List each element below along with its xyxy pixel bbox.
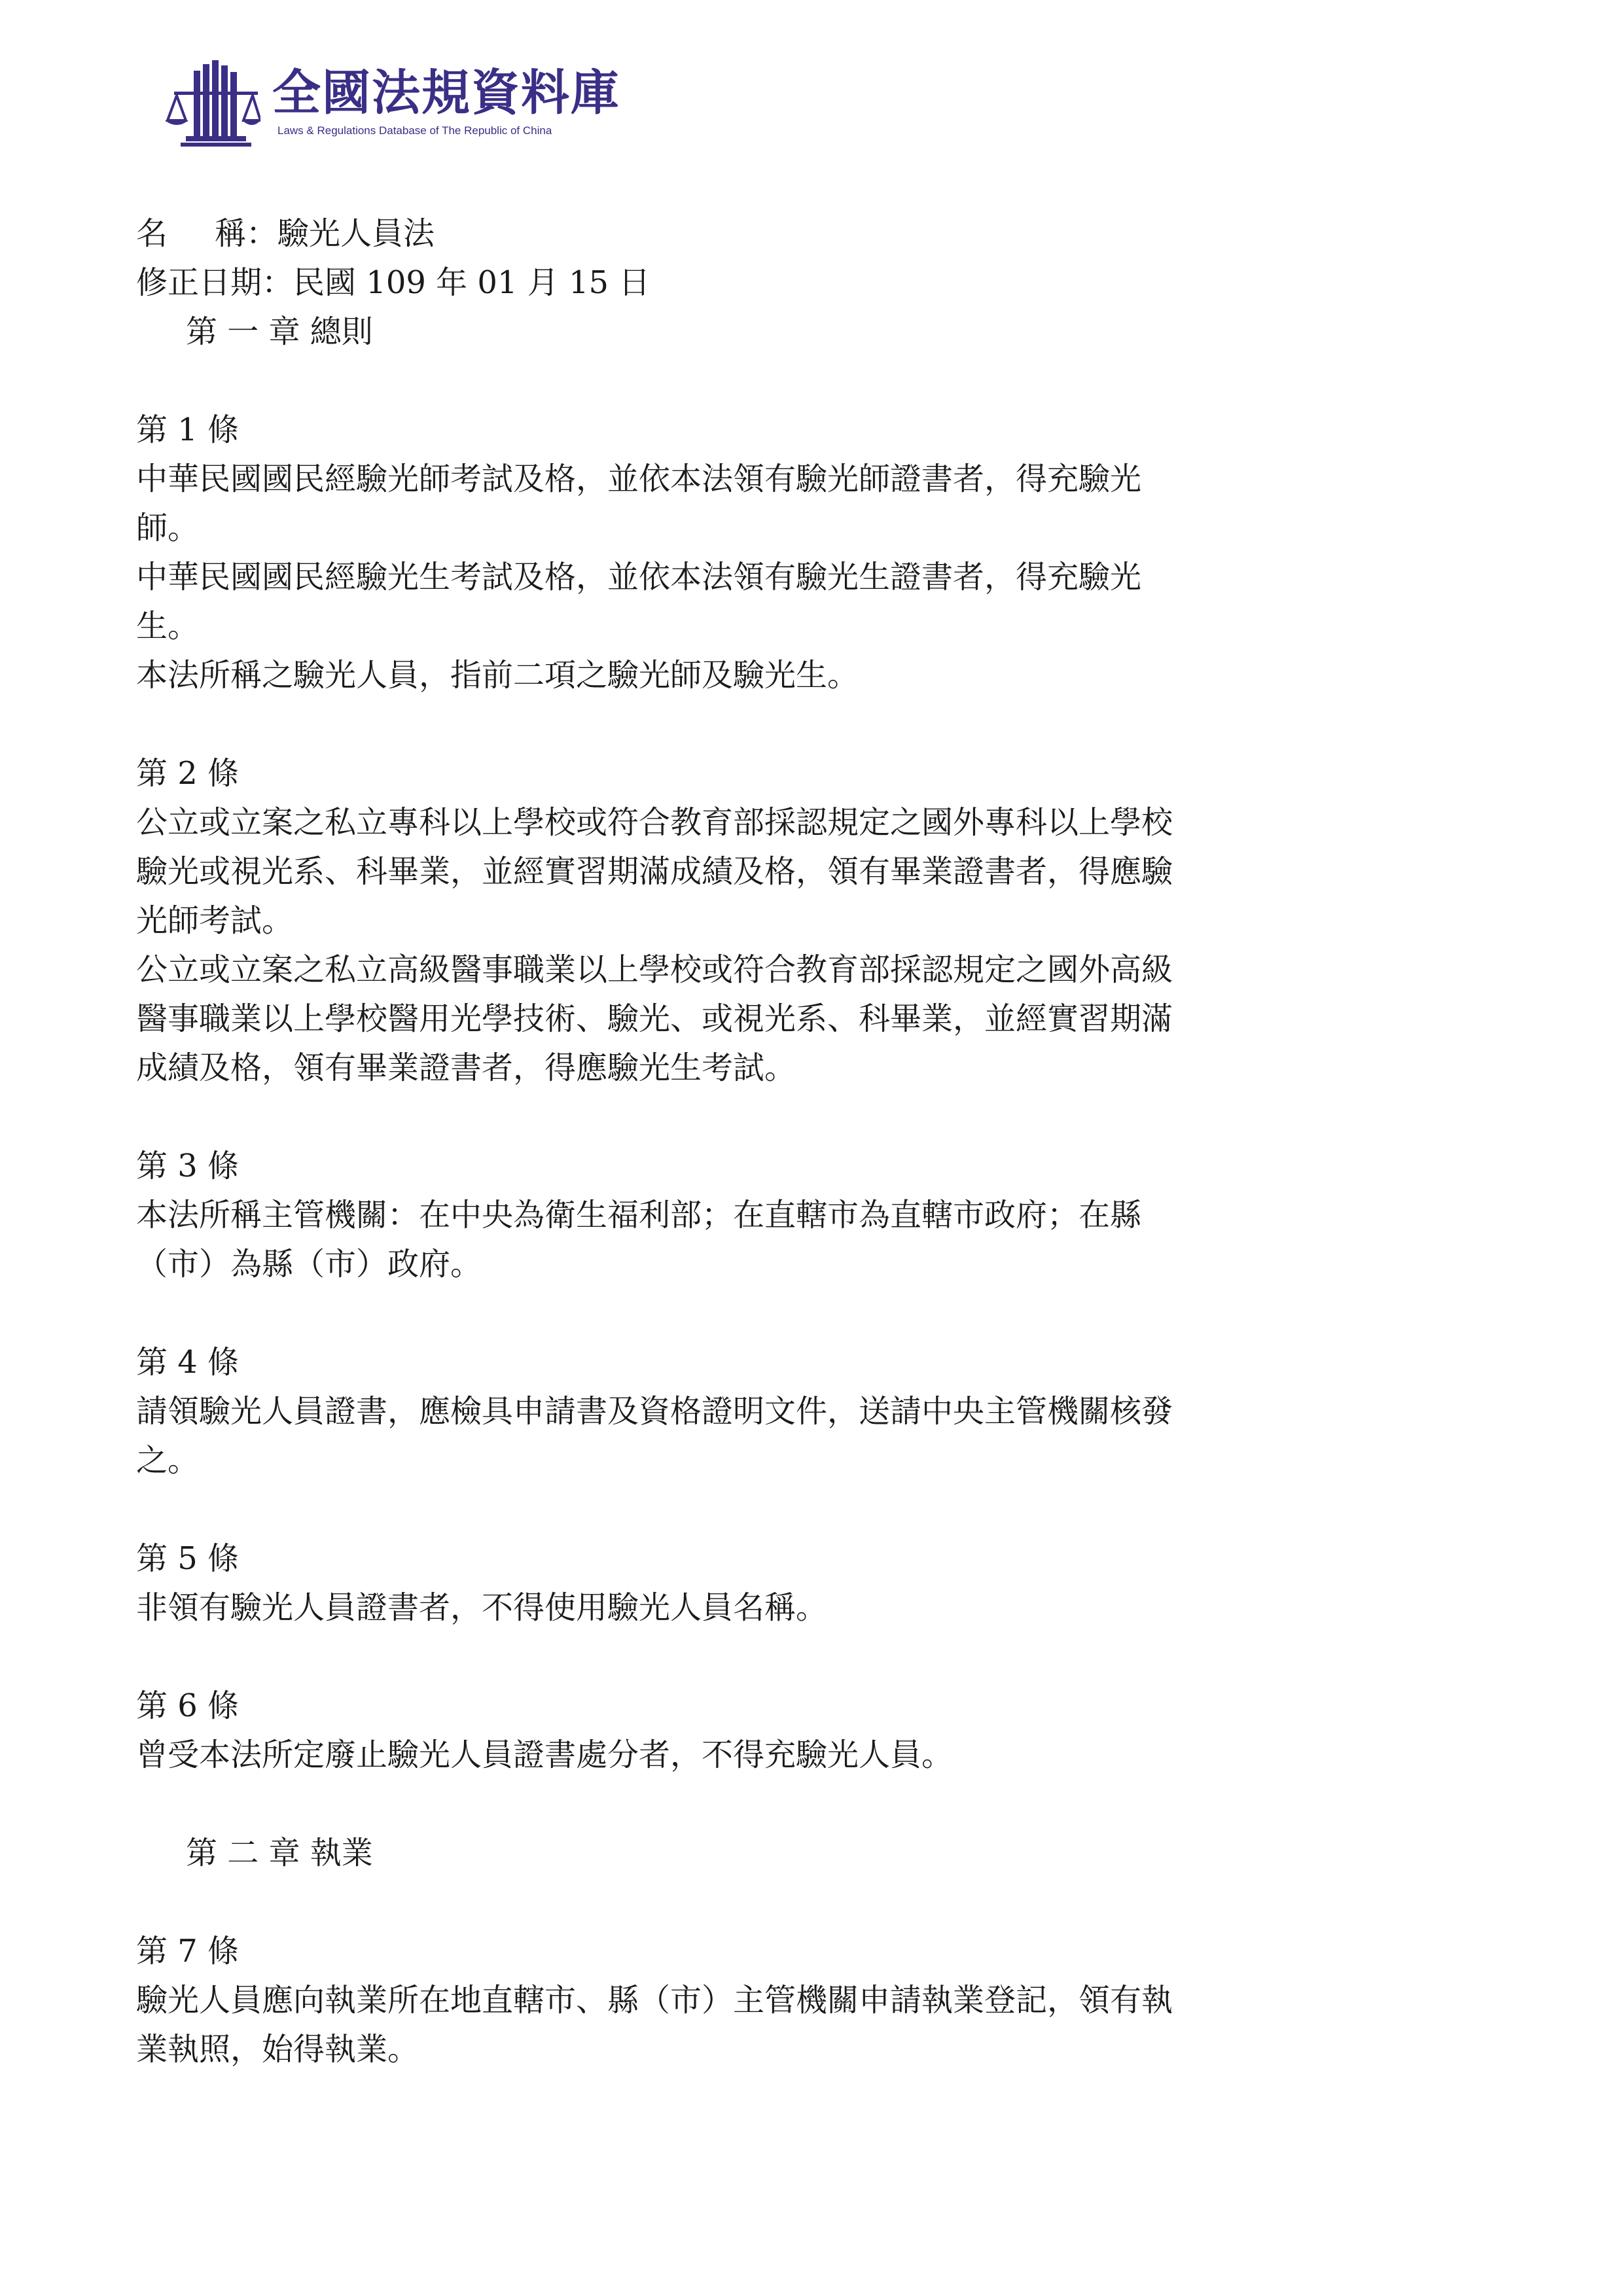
article-number: 第 3 條 — [136, 1148, 240, 1184]
article-number: 第 5 條 — [136, 1540, 240, 1577]
article-paragraph: 中華民國國民經驗光師考試及格，並依本法領有驗光師證書者，得充驗光師。 — [136, 461, 1142, 546]
article-paragraph: 本法所稱主管機關：在中央為衛生福利部；在直轄市為直轄市政府；在縣（市）為縣（市）政府。 — [136, 1197, 1142, 1282]
name-label-char-1: 名 — [136, 215, 168, 252]
article-paragraph: 曾受本法所定廢止驗光人員證書處分者，不得充驗光人員。 — [136, 1737, 954, 1773]
chapter-heading: 第 一 章 總則 — [186, 313, 373, 350]
article-paragraph: 公立或立案之私立專科以上學校或符合教育部採認規定之國外專科以上學校驗光或視光系、科畢業，並經實習期滿成績及格，領有畢業證書者，得應驗光師考試。 — [136, 804, 1173, 939]
article-number: 第 2 條 — [136, 755, 240, 792]
article-number: 第 6 條 — [136, 1687, 240, 1724]
article-number: 第 4 條 — [136, 1344, 240, 1381]
article-paragraph: 公立或立案之私立高級醫事職業以上學校或符合教育部採認規定之國外高級醫事職業以上學校醫用光學技術、驗光、或視光系、科畢業，並經實習期滿成績及格，領有畢業證書者，得應驗光生考試。 — [136, 951, 1173, 1086]
article-paragraph: 中華民國國民經驗光生考試及格，並依本法領有驗光生證書者，得充驗光生。 — [136, 559, 1142, 645]
chapter-heading: 第 二 章 執業 — [186, 1835, 373, 1871]
article-paragraph: 非領有驗光人員證書者，不得使用驗光人員名稱。 — [136, 1589, 828, 1626]
article-paragraph: 驗光人員應向執業所在地直轄市、縣（市）主管機關申請執業登記，領有執業執照，始得執業。 — [136, 1982, 1173, 2068]
law-name: 驗光人員法 — [277, 215, 435, 252]
amendment-date-line — [136, 258, 1196, 308]
name-label-char-2: 稱： — [215, 215, 278, 252]
date-label: 修正日期： — [136, 264, 294, 301]
law-name-line — [136, 209, 1196, 258]
logo-title: 全國法規資料庫 — [272, 65, 620, 121]
logo-subtitle: Laws & Regulations Database of The Republic of China — [277, 124, 552, 137]
scales-of-justice-icon — [162, 56, 260, 148]
site-logo — [162, 56, 633, 148]
article-number: 第 7 條 — [136, 1933, 240, 1969]
article-paragraph: 本法所稱之驗光人員，指前二項之驗光師及驗光生。 — [136, 657, 859, 694]
amendment-date: 民國 109 年 01 月 15 日 — [293, 264, 651, 301]
article-paragraph: 請領驗光人員證書，應檢具申請書及資格證明文件，送請中央主管機關核發之。 — [136, 1393, 1173, 1479]
article-number: 第 1 條 — [136, 412, 240, 448]
law-document — [136, 209, 1196, 2074]
